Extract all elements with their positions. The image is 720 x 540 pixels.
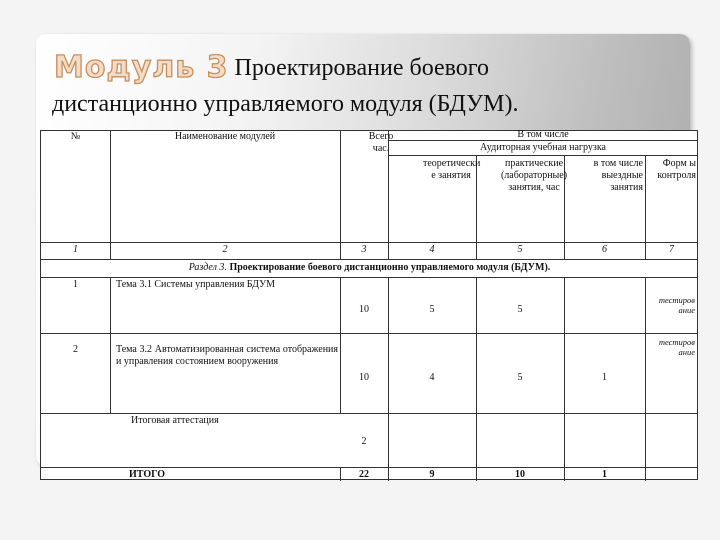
header-name: Наименование модулей — [174, 131, 276, 142]
row-1-total: 10 — [359, 304, 369, 315]
col-number-1: 1 — [73, 244, 78, 255]
row-2-field: 1 — [602, 372, 607, 383]
attestation-label: Итоговая аттестация — [131, 415, 219, 426]
slide-title — [52, 48, 692, 122]
modules-table — [40, 130, 698, 480]
row-2-control: тестиров ание — [658, 337, 695, 357]
summary-total: 22 — [359, 469, 369, 480]
header-including: В том числе — [517, 129, 569, 140]
header-theory: теоретически е занятия — [423, 158, 481, 181]
row-2-practice: 5 — [517, 372, 523, 383]
header-control: Форм ы контроля — [657, 158, 696, 181]
row-1-theory: 5 — [429, 304, 435, 315]
header-num: № — [70, 131, 81, 142]
col-number-7: 7 — [669, 244, 674, 255]
title-line-1: Проектирование боевого — [234, 55, 490, 81]
summary-label: ИТОГО — [129, 469, 165, 480]
section-name: Проектирование боевого дистанционно управляемого модуля (БДУМ). — [229, 262, 551, 273]
col-number-6: 6 — [602, 244, 607, 255]
header-total: Всего час. — [368, 131, 394, 154]
row-1-control: тестиров ание — [658, 295, 695, 315]
header-auditorium-load: Аудиторная учебная нагрузка — [480, 142, 606, 153]
col-number-2: 2 — [222, 244, 228, 255]
summary-theory: 9 — [429, 469, 435, 480]
row-1-practice: 5 — [517, 304, 523, 315]
summary-field: 1 — [602, 469, 607, 480]
row-2-num: 2 — [73, 344, 78, 355]
row-2-total: 10 — [359, 372, 369, 383]
section-title — [41, 262, 698, 274]
summary-practice: 10 — [515, 469, 525, 480]
col-number-4: 4 — [429, 244, 435, 255]
row-2-name: Тема 3.2 Автоматизированная система отображения и управления состоянием вооружения — [116, 344, 338, 367]
col-number-3: 3 — [361, 244, 367, 255]
attestation-total: 2 — [361, 436, 367, 447]
row-2-theory: 4 — [429, 372, 435, 383]
module-label: Модуль 3 — [54, 50, 229, 85]
row-1-name: Тема 3.1 Системы управления БДУМ — [116, 279, 276, 290]
col-number-5: 5 — [517, 244, 523, 255]
title-line-2: дистанционно управляемого модуля (БДУМ). — [52, 91, 519, 117]
section-label: Раздел 3. — [188, 262, 227, 273]
header-practice: практические (лабораторные) занятия, час — [500, 158, 568, 193]
header-field: в том числе выездные занятия — [593, 158, 643, 193]
row-1-num: 1 — [73, 279, 78, 290]
